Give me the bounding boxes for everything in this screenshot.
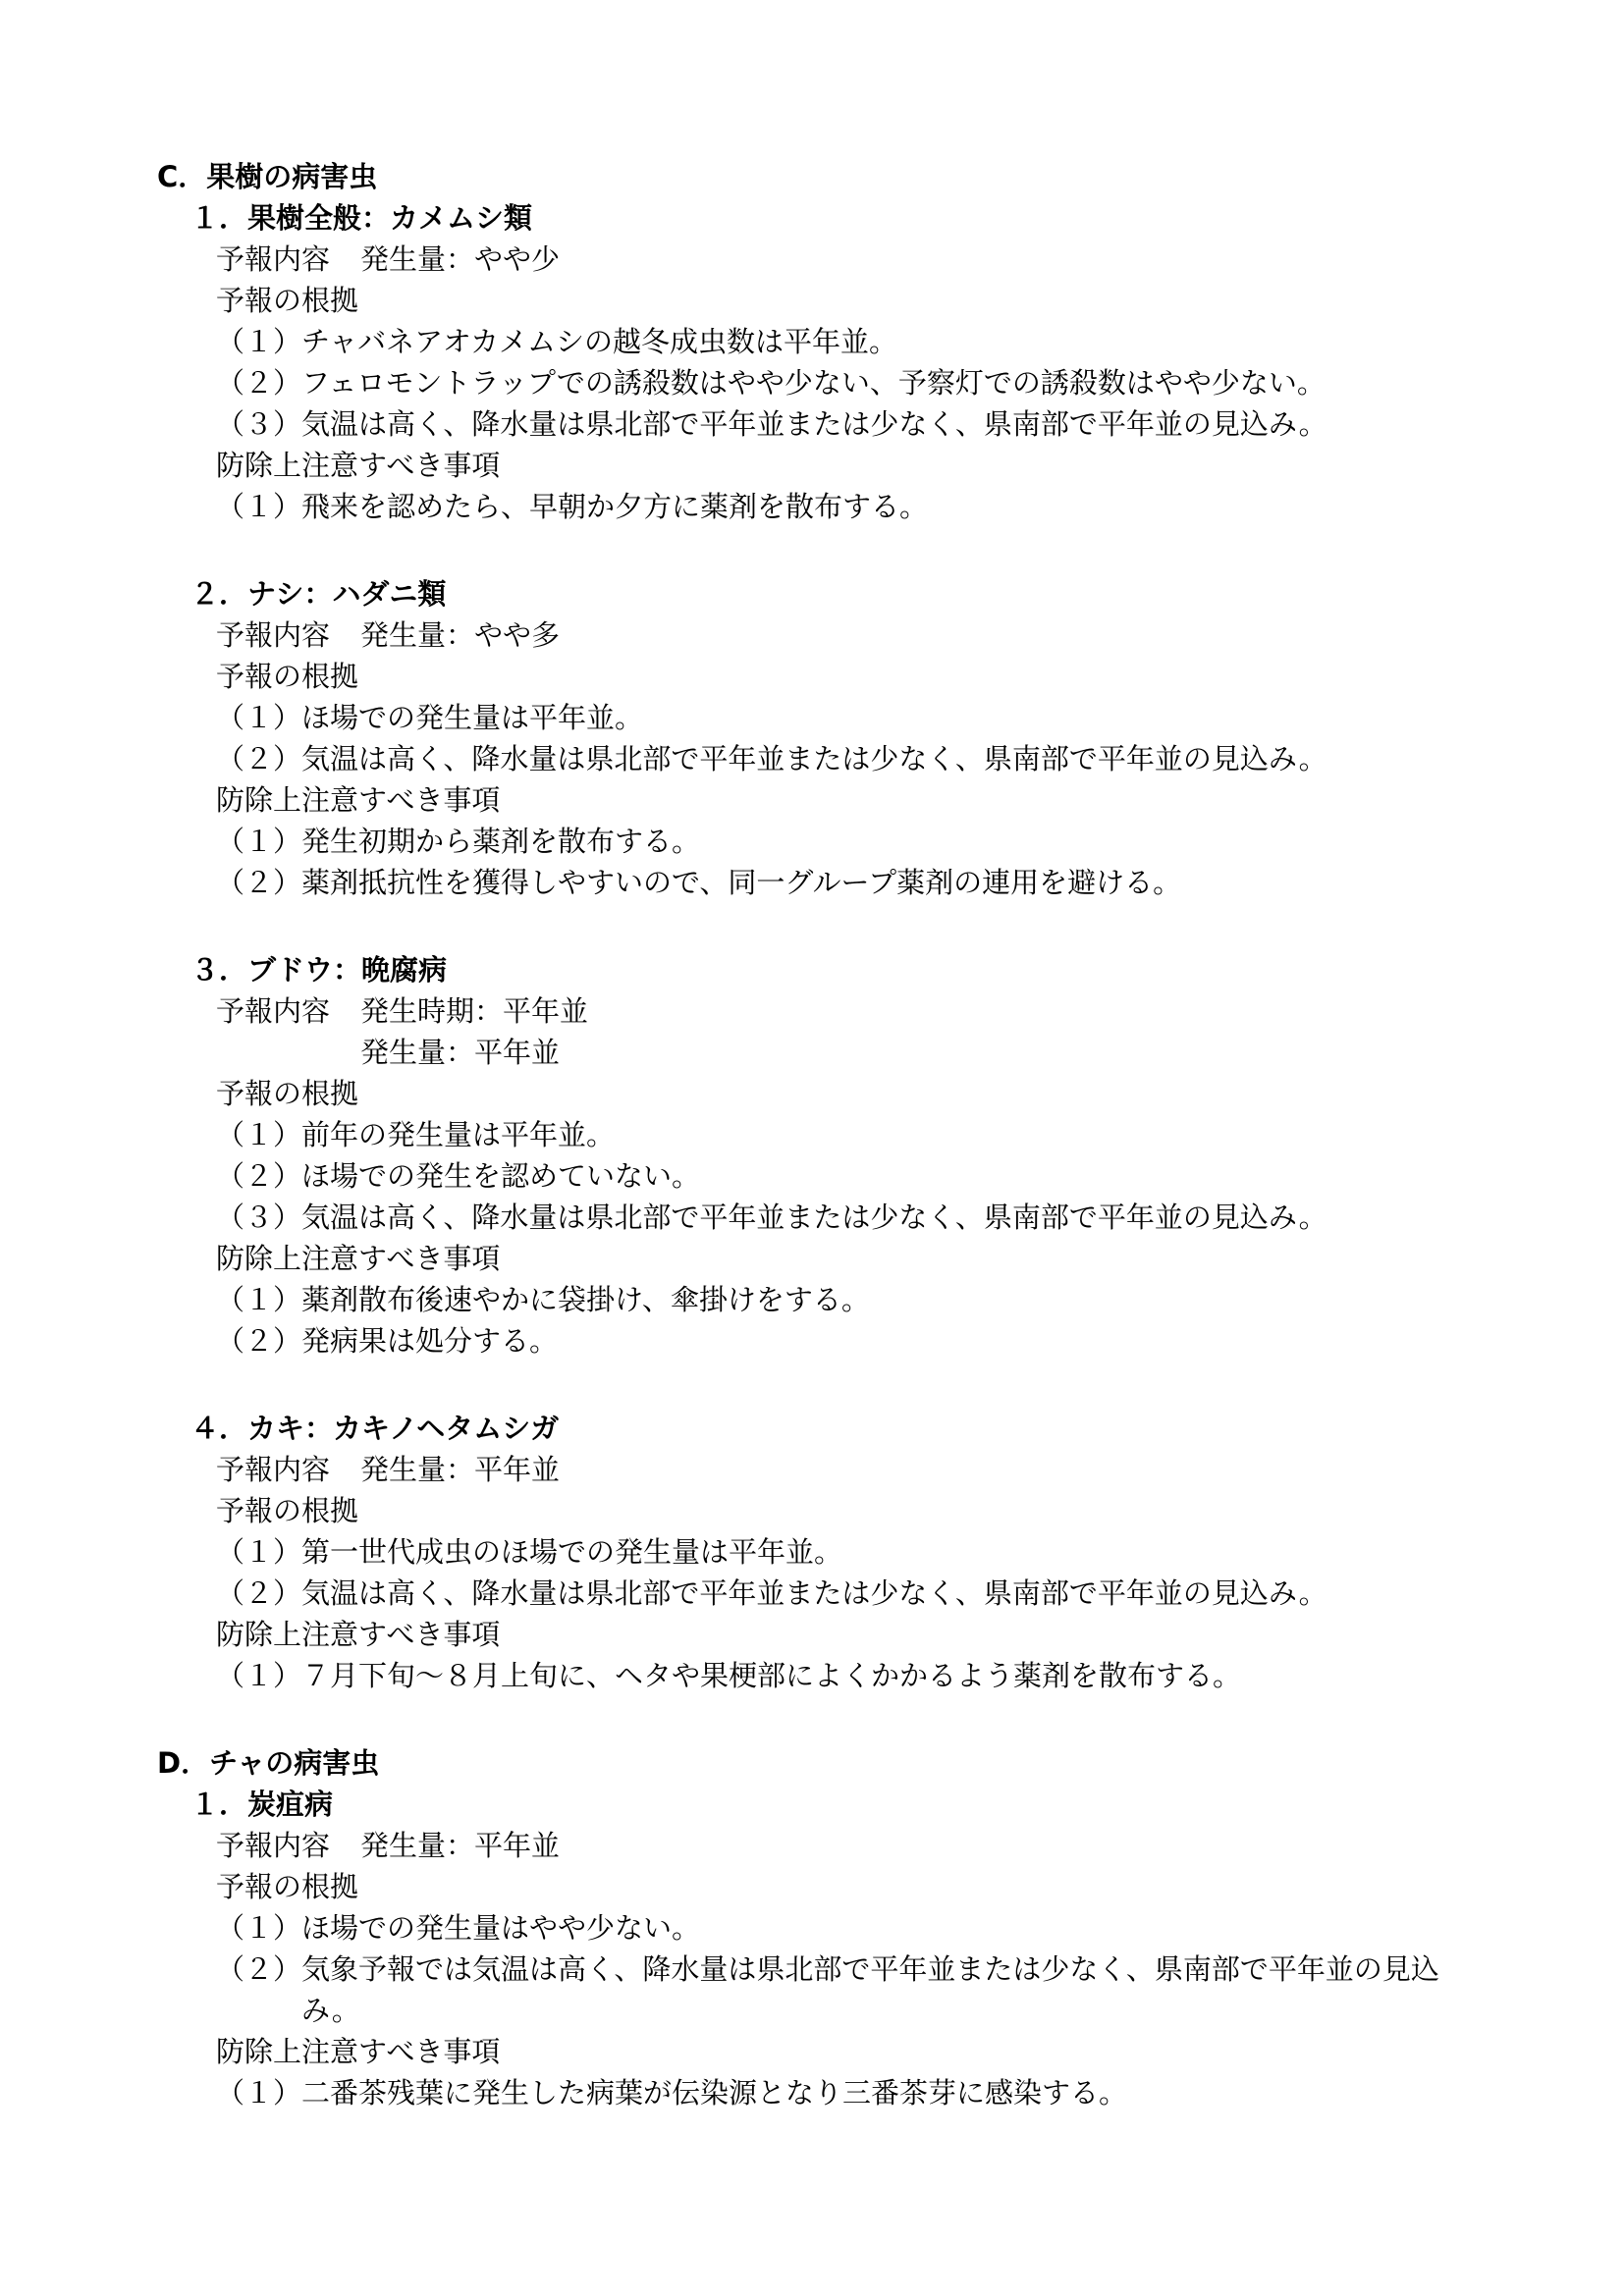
basis-line: （３）気温は高く、降水量は県北部で平年並または少なく、県南部で平年並の見込み。 [216, 407, 1327, 441]
basis-line-continuation: み。 [301, 1994, 360, 2027]
forecast-value: 発生量：平年並 [360, 1829, 561, 1862]
control-line: （１）飛来を認めたら、早朝か夕方に薬剤を散布する。 [216, 490, 929, 523]
section-heading: C．果樹の病害虫 [157, 160, 378, 193]
forecast-value: 発生量：やや少 [360, 242, 561, 276]
forecast-label: 予報内容 [216, 242, 331, 276]
forecast-label: 予報内容 [216, 618, 331, 652]
control-line: （２）発病果は処分する。 [216, 1324, 559, 1358]
control-line: （１）７月下旬～８月上旬に、ヘタや果梗部によくかかるよう薬剤を散布する。 [216, 1659, 1242, 1692]
forecast-label: 予報内容 [216, 1829, 331, 1862]
basis-line: （１）前年の発生量は平年並。 [216, 1118, 616, 1151]
control-line: （１）発生初期から薬剤を散布する。 [216, 825, 701, 858]
forecast-value: 発生量：平年並 [360, 1453, 561, 1486]
basis-line: （１）ほ場での発生量は平年並。 [216, 701, 644, 734]
forecast-label: 予報内容 [216, 1453, 331, 1486]
forecast-label: 予報内容 [216, 994, 331, 1028]
forecast-value: 発生量：やや多 [360, 618, 561, 652]
basis-line: （１）チャバネアオカメムシの越冬成虫数は平年並。 [216, 325, 897, 358]
forecast-value: 発生量：平年並 [360, 1036, 561, 1069]
basis-label: 予報の根拠 [216, 1077, 359, 1110]
basis-line: （２）気象予報では気温は高く、降水量は県北部で平年並または少なく、県南部で平年並の見込 [216, 1952, 1439, 1986]
forecast-value: 発生時期：平年並 [360, 994, 589, 1028]
item-heading: １．炭疽病 [190, 1788, 334, 1821]
basis-label: 予報の根拠 [216, 660, 359, 693]
control-label: 防除上注意すべき事項 [216, 1242, 501, 1275]
control-line: （１）薬剤散布後速やかに袋掛け、傘掛けをする。 [216, 1283, 870, 1316]
basis-line: （２）気温は高く、降水量は県北部で平年並または少なく、県南部で平年並の見込み。 [216, 742, 1327, 775]
basis-label: 予報の根拠 [216, 1494, 359, 1527]
basis-line: （３）気温は高く、降水量は県北部で平年並または少なく、県南部で平年並の見込み。 [216, 1201, 1327, 1234]
basis-line: （１）第一世代成虫のほ場での発生量は平年並。 [216, 1535, 843, 1569]
control-line: （２）薬剤抵抗性を獲得しやすいので、同一グループ薬剤の連用を避ける。 [216, 866, 1182, 899]
basis-line: （２）フェロモントラップでの誘殺数はやや少ない、予察灯での誘殺数はやや少ない。 [216, 366, 1326, 400]
control-label: 防除上注意すべき事項 [216, 449, 501, 482]
basis-label: 予報の根拠 [216, 1870, 359, 1903]
basis-label: 予報の根拠 [216, 284, 359, 317]
control-line: （１）二番茶残葉に発生した病葉が伝染源となり三番茶芽に感染する。 [216, 2076, 1128, 2109]
control-label: 防除上注意すべき事項 [216, 2035, 501, 2068]
basis-line: （１）ほ場での発生量はやや少ない。 [216, 1911, 701, 1945]
basis-line: （２）気温は高く、降水量は県北部で平年並または少なく、県南部で平年並の見込み。 [216, 1576, 1327, 1610]
item-heading: ２．ナシ：ハダニ類 [190, 577, 447, 611]
item-heading: ３．ブドウ：晩腐病 [190, 953, 448, 987]
basis-line: （２）ほ場での発生を認めていない。 [216, 1159, 701, 1193]
item-heading: ４．カキ：カキノヘタムシガ [190, 1412, 560, 1445]
control-label: 防除上注意すべき事項 [216, 1618, 501, 1651]
item-heading: １．果樹全般：カメムシ類 [190, 201, 533, 235]
control-label: 防除上注意すべき事項 [216, 783, 501, 817]
section-heading: D．チャの病害虫 [157, 1746, 380, 1780]
